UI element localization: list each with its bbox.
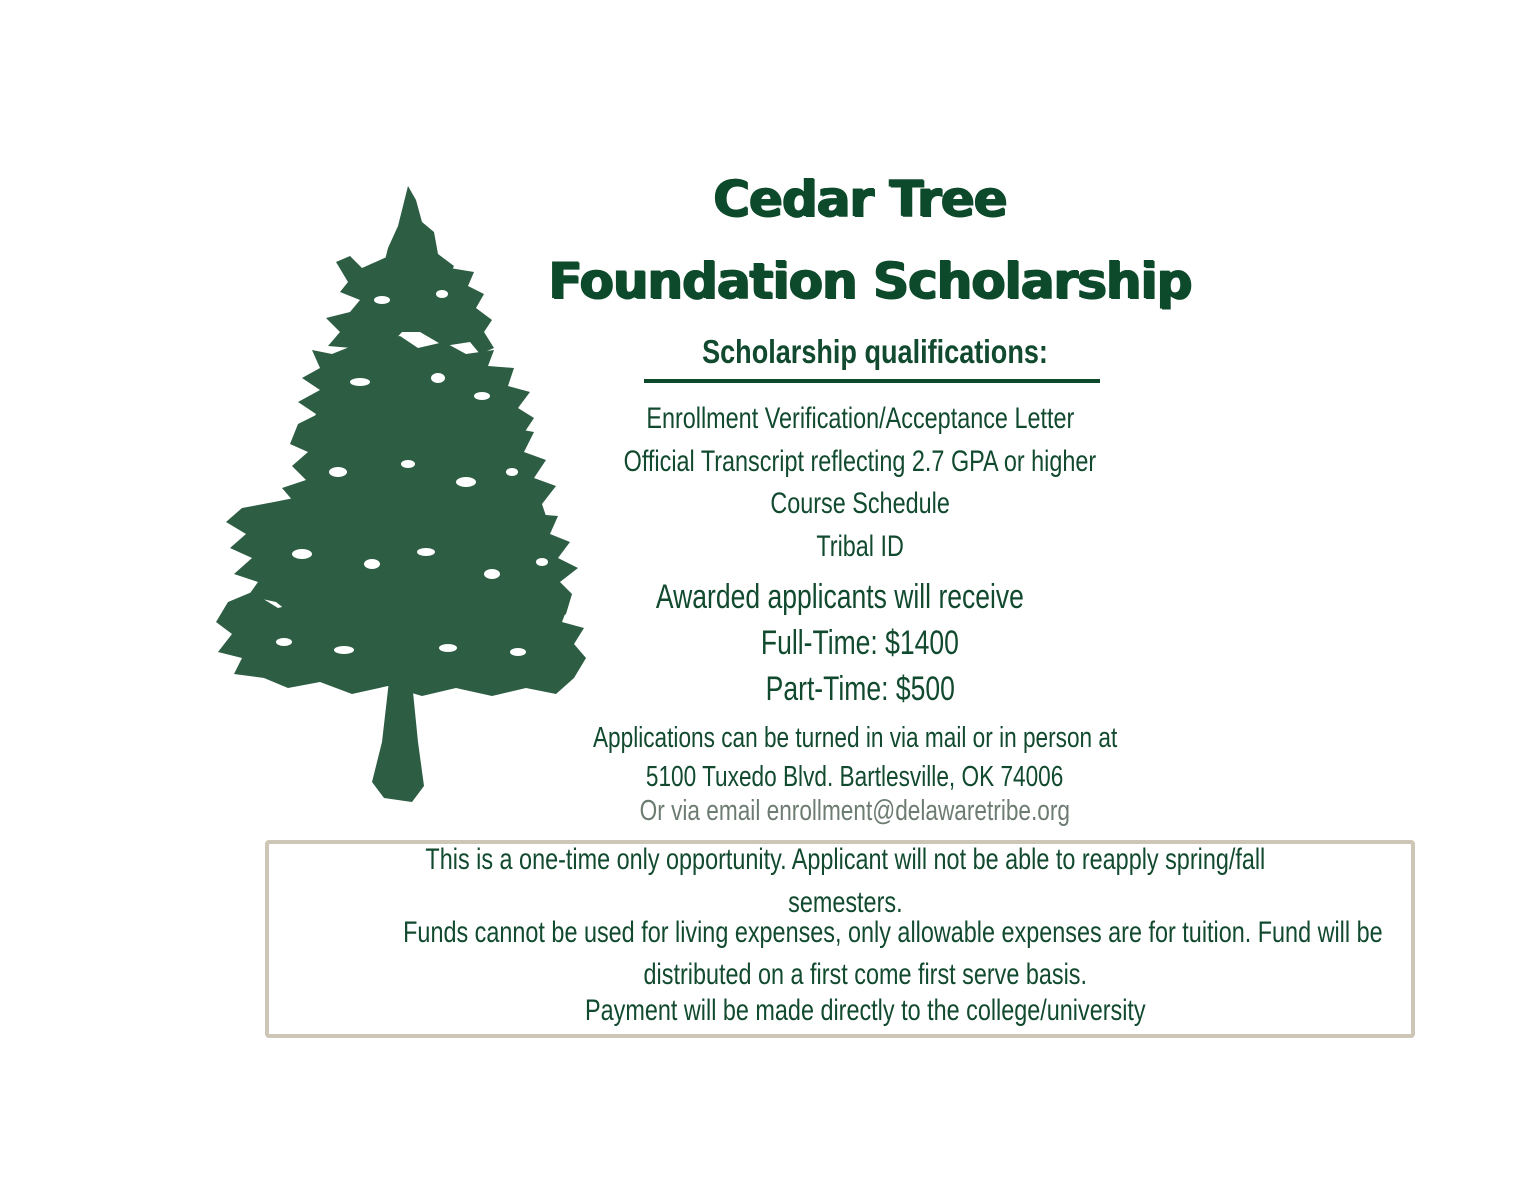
cedar-tree-icon: [212, 182, 590, 808]
title-line-cedar-tree: Cedar Tree: [713, 170, 1007, 228]
qualification-item: Official Transcript reflecting 2.7 GPA or higher: [623, 444, 1097, 478]
award-part-time: [560, 666, 1160, 712]
notice-line-payment: [270, 991, 1460, 1031]
application-instructions: [480, 718, 1230, 758]
award-full-time-text: Full-Time: $1400: [761, 624, 959, 662]
qualification-item: Course Schedule: [770, 487, 950, 520]
notice-text: Payment will be made directly to the college/university: [584, 994, 1146, 1027]
list-item: [540, 441, 1180, 484]
mailing-address-text: 5100 Tuxedo Blvd. Bartlesville, OK 74006: [646, 761, 1064, 793]
award-heading: [560, 574, 1120, 620]
email-instructions: [480, 791, 1230, 831]
qualifications-list: [540, 398, 1180, 568]
heading-underline: [644, 379, 1100, 383]
notice-text: semesters.: [787, 886, 903, 919]
list-item: [540, 483, 1180, 526]
award-part-time-text: Part-Time: $500: [765, 670, 955, 708]
award-full-time: [560, 620, 1160, 666]
notice-line-funds: [265, 913, 1465, 953]
qualification-item: Enrollment Verification/Acceptance Letter: [646, 402, 1074, 435]
list-item: [540, 526, 1180, 569]
email-instructions-text: Or via email enrollment@delawaretribe.org: [639, 795, 1071, 827]
application-instructions-text: Applications can be turned in via mail or in person at: [592, 722, 1118, 754]
notice-line-one-time: [270, 840, 1420, 880]
qualifications-heading: Scholarship qualifications:: [702, 333, 1048, 370]
notice-text: distributed on a first come first serve basis.: [643, 958, 1087, 991]
notice-text: This is a one-time only opportunity. Applicant will not be able to reapply spring/fall: [425, 843, 1265, 876]
notice-text: Funds cannot be used for living expenses, only allowable expenses are for tuition. Fund will be: [403, 916, 1383, 949]
qualification-item: Tribal ID: [816, 529, 904, 563]
award-heading-text: Awarded applicants will receive: [655, 578, 1025, 616]
title-line-foundation-scholarship: Foundation Scholarship: [548, 252, 1192, 310]
notice-line-distribution: [270, 955, 1460, 995]
list-item: [540, 398, 1180, 441]
